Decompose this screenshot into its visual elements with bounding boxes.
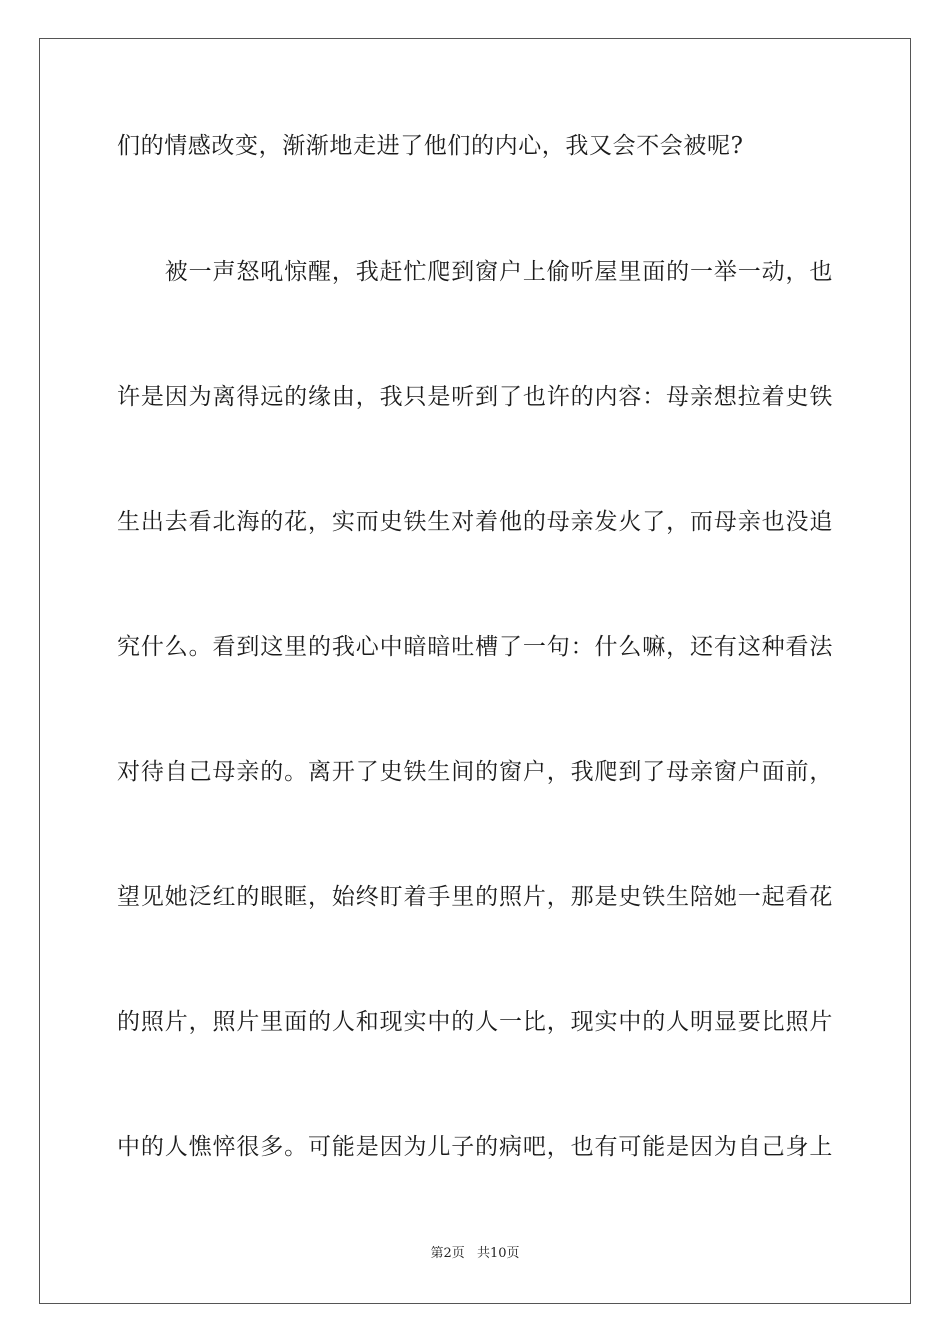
text-line-5: 究什么。看到这里的我心中暗暗吐槽了一句：什么嘛，还有这种看法 <box>117 634 833 660</box>
text-line-7: 望见她泛红的眼眶，始终盯着手里的照片，那是史铁生陪她一起看花 <box>117 884 833 910</box>
text-line-2: 被一声怒吼惊醒，我赶忙爬到窗户上偷听屋里面的一举一动，也 <box>117 259 833 285</box>
page-border <box>39 38 911 1304</box>
page-footer <box>0 1246 950 1262</box>
text-line-4: 生出去看北海的花，实而史铁生对着他的母亲发火了，而母亲也没追 <box>117 509 833 535</box>
text-line-1: 们的情感改变，渐渐地走进了他们的内心，我又会不会被呢? <box>117 133 744 159</box>
text-line-6: 对待自己母亲的。离开了史铁生间的窗户，我爬到了母亲窗户面前， <box>117 759 833 785</box>
text-line-9: 中的人憔悴很多。可能是因为儿子的病吧，也有可能是因为自己身上 <box>117 1134 833 1160</box>
text-line-8: 的照片，照片里面的人和现实中的人一比，现实中的人明显要比照片 <box>117 1009 833 1035</box>
text-line-3: 许是因为离得远的缘由，我只是听到了也许的内容：母亲想拉着史铁 <box>117 384 833 410</box>
page-number: 第2页 <box>430 1246 465 1261</box>
total-pages: 共10页 <box>476 1246 520 1261</box>
